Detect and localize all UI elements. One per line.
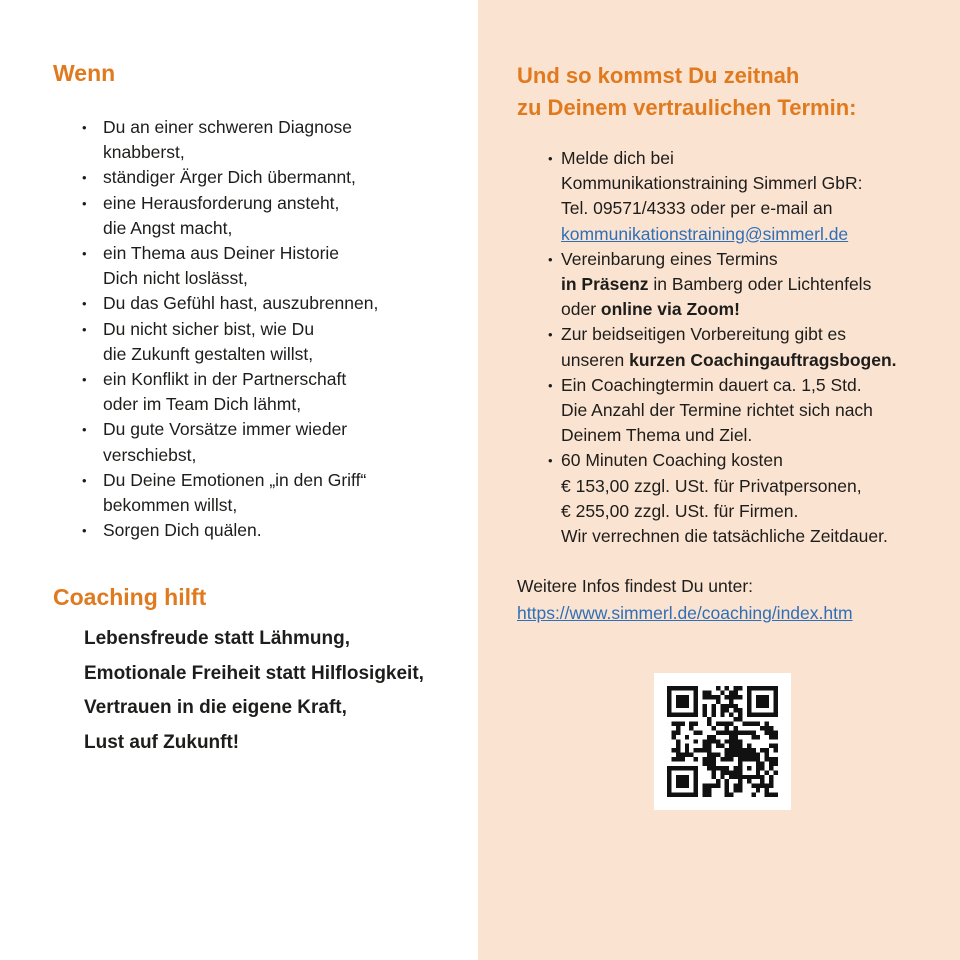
list-item xyxy=(548,448,948,549)
step-text: • Vereinbarung eines Termins xyxy=(561,248,778,269)
termin-steps-list xyxy=(548,146,948,549)
step-text: Wir verrechnen die tatsächliche Zeitdauer. xyxy=(561,526,888,547)
wenn-list xyxy=(82,115,462,543)
more-info-label: Weitere Infos findest Du unter: xyxy=(517,576,754,596)
step-text: Deinem Thema und Ziel. xyxy=(561,425,753,446)
step-text: • 60 Minuten Coaching kosten xyxy=(561,450,783,471)
zoom-highlight: online via Zoom! xyxy=(600,299,740,320)
list-item xyxy=(82,241,462,291)
step-text: € 153,00 zzgl. USt. für Privatpersonen, xyxy=(561,475,862,496)
wenn-item-text: • Du nicht sicher bist, wie Du xyxy=(103,318,315,339)
coaching-benefit: Vertrauen in die eigene Kraft, xyxy=(84,697,347,718)
wenn-item-text: knabberst, xyxy=(103,142,185,163)
list-item xyxy=(82,518,462,543)
step-text: in Bamberg oder Lichtenfels xyxy=(648,274,872,295)
wenn-item-text: • Du gute Vorsätze immer wieder xyxy=(103,419,348,440)
wenn-item-text: • eine Herausforderung ansteht, xyxy=(103,192,340,213)
step-text: • Zur beidseitigen Vorbereitung gibt es xyxy=(561,324,847,345)
left-panel xyxy=(0,0,478,960)
list-item xyxy=(548,146,948,247)
wenn-item-text: • ständiger Ärger Dich übermannt, xyxy=(103,167,356,188)
wenn-item-text: • Du Deine Emotionen „in den Griff“ xyxy=(103,469,367,490)
list-item xyxy=(82,191,462,241)
wenn-item-text: oder im Team Dich lähmt, xyxy=(103,394,302,415)
list-item xyxy=(82,468,462,518)
step-text: Tel. 09571/4333 oder per e-mail an xyxy=(561,198,833,219)
wenn-item-text: Dich nicht loslässt, xyxy=(103,268,248,289)
list-item xyxy=(82,291,462,316)
email-link[interactable]: kommunikationstraining@simmerl.de xyxy=(561,223,849,244)
coaching-benefit: Emotionale Freiheit statt Hilflosigkeit, xyxy=(84,662,424,684)
step-text: unseren xyxy=(561,349,630,370)
wenn-heading: Wenn xyxy=(53,60,116,86)
list-item xyxy=(548,322,948,372)
termin-heading-line-1: Und so kommst Du zeitnah xyxy=(517,63,800,88)
coaching-benefits xyxy=(84,622,474,760)
presence-highlight: in Präsenz xyxy=(561,274,649,295)
coaching-url-link[interactable]: https://www.simmerl.de/coaching/index.htm xyxy=(517,603,853,623)
step-text: Die Anzahl der Termine richtet sich nach xyxy=(561,400,873,421)
coaching-benefit: Lebensfreude statt Lähmung, xyxy=(84,628,351,649)
wenn-item-text: • Du an einer schweren Diagnose xyxy=(103,117,353,137)
list-item xyxy=(548,247,948,323)
wenn-item-text: verschiebst, xyxy=(103,444,197,465)
wenn-item-text: die Angst macht, xyxy=(103,217,233,238)
coaching-heading: Coaching hilft xyxy=(53,584,207,610)
step-text: • Melde dich bei xyxy=(561,148,674,168)
wenn-item-text: • Sorgen Dich quälen. xyxy=(103,520,262,541)
wenn-item-text: • Du das Gefühl hast, auszubrennen, xyxy=(103,293,379,314)
list-item xyxy=(548,373,948,449)
step-text: oder xyxy=(561,299,601,320)
more-info xyxy=(517,573,937,627)
list-item xyxy=(82,367,462,417)
qr-code-icon xyxy=(667,686,778,797)
list-item xyxy=(82,417,462,467)
termin-heading-line-2: zu Deinem vertraulichen Termin: xyxy=(517,95,857,120)
list-item xyxy=(82,317,462,367)
list-item xyxy=(82,115,462,165)
coaching-benefit: Lust auf Zukunft! xyxy=(84,731,240,753)
wenn-item-text: bekommen willst, xyxy=(103,495,238,516)
questionnaire-highlight: kurzen Coachingauftragsbogen. xyxy=(629,349,897,370)
termin-heading xyxy=(517,60,937,124)
qr-code xyxy=(654,673,791,810)
wenn-item-text: • ein Konflikt in der Partnerschaft xyxy=(103,369,347,390)
wenn-item-text: • ein Thema aus Deiner Historie xyxy=(103,243,340,264)
step-text: • Ein Coachingtermin dauert ca. 1,5 Std. xyxy=(561,374,862,395)
list-item xyxy=(82,165,462,190)
wenn-item-text: die Zukunft gestalten willst, xyxy=(103,343,314,364)
step-text: € 255,00 zzgl. USt. für Firmen. xyxy=(561,500,799,521)
step-text: Kommunikationstraining Simmerl GbR: xyxy=(561,173,863,194)
